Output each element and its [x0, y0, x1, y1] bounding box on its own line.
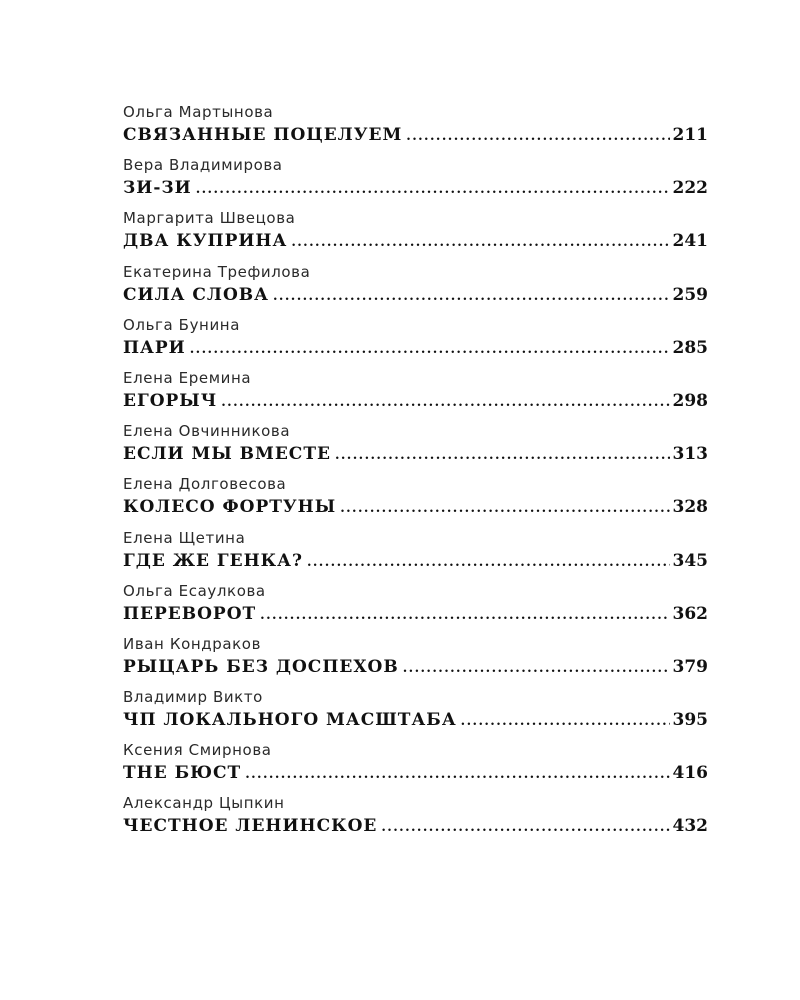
entry-title-line [123, 228, 708, 254]
entry-title-line [123, 548, 708, 574]
toc-entry[interactable] [123, 316, 708, 369]
entry-author: Вера Владимирова [123, 156, 283, 175]
entry-page-number: 313 [672, 444, 708, 465]
dot-leader [461, 709, 670, 735]
entry-author: Ксения Смирнова [123, 741, 272, 760]
toc-entry[interactable] [123, 475, 708, 528]
entry-page-number: 379 [672, 656, 708, 677]
entry-title: СИЛА СЛОВА [123, 284, 269, 305]
entry-author: Иван Кондраков [123, 634, 262, 653]
entry-title: ЗИ-ЗИ [123, 178, 192, 199]
entry-author: Ольга Бунина [123, 315, 240, 334]
entry-author: Екатерина Трефилова [123, 262, 311, 281]
entry-page-number: 328 [672, 497, 708, 518]
entry-title: ПАРИ [123, 337, 186, 358]
toc-entry[interactable] [123, 741, 708, 794]
entry-author: Владимир Викто [123, 688, 263, 707]
dot-leader [260, 603, 669, 629]
entry-title: ГДЕ ЖЕ ГЕНКА? [123, 550, 303, 571]
toc-entry[interactable] [123, 369, 708, 422]
entry-author: Елена Овчинникова [123, 422, 291, 441]
entry-page-number: 222 [672, 178, 708, 199]
dot-leader [196, 177, 670, 203]
dot-leader [340, 496, 669, 522]
entry-title-line [123, 335, 708, 361]
toc-entry[interactable] [123, 688, 708, 741]
toc-entry[interactable] [123, 103, 708, 156]
dot-leader [245, 762, 669, 788]
dot-leader [335, 443, 670, 469]
entry-title-line [123, 813, 708, 839]
dot-leader [221, 390, 669, 416]
toc-entry[interactable] [123, 529, 708, 582]
dot-leader [406, 124, 669, 150]
entry-title: ЕГОРЫЧ [123, 390, 218, 411]
entry-author: Ольга Есаулкова [123, 581, 266, 600]
entry-page-number: 362 [672, 603, 708, 624]
toc-entry[interactable] [123, 582, 708, 635]
entry-title: ЧЕСТНОЕ ЛЕНИНСКОЕ [123, 816, 378, 837]
entry-title-line [123, 122, 708, 148]
entry-title: ДВА КУПРИНА [123, 231, 288, 252]
entry-author: Ольга Мартынова [123, 103, 274, 121]
entry-title: РЫЦАРЬ БЕЗ ДОСПЕХОВ [123, 656, 399, 677]
entry-title: СВЯЗАННЫЕ ПОЦЕЛУЕМ [123, 125, 403, 145]
entry-page-number: 241 [672, 231, 708, 252]
dot-leader [403, 656, 670, 682]
entry-title-line [123, 441, 708, 467]
entry-page-number: 416 [672, 763, 708, 784]
entry-title: КОЛЕСО ФОРТУНЫ [123, 497, 337, 518]
entry-title-line [123, 494, 708, 520]
entry-title: ЧП ЛОКАЛЬНОГО МАСШТАБА [123, 710, 457, 731]
toc-entry[interactable] [123, 794, 708, 847]
entry-title-line [123, 175, 708, 201]
dot-leader [381, 815, 669, 841]
entry-title: THE БЮСТ [123, 763, 242, 784]
dot-leader [291, 230, 669, 256]
entry-author: Елена Долговесова [123, 475, 287, 494]
entry-page-number: 395 [672, 710, 708, 731]
toc-entry[interactable] [123, 156, 708, 209]
toc-entry[interactable] [123, 635, 708, 688]
entry-page-number: 285 [672, 337, 708, 358]
entry-page-number: 432 [672, 816, 708, 837]
entry-page-number: 211 [672, 125, 708, 145]
table-of-contents [123, 103, 708, 848]
entry-title-line [123, 707, 708, 733]
entry-title-line [123, 654, 708, 680]
dot-leader [190, 337, 670, 363]
entry-page-number: 345 [672, 550, 708, 571]
entry-author: Елена Щетина [123, 528, 246, 547]
entry-title: ЕСЛИ МЫ ВМЕСТЕ [123, 444, 331, 465]
entry-title-line [123, 601, 708, 627]
entry-title: ПЕРЕВОРОТ [123, 603, 257, 624]
toc-entry[interactable] [123, 263, 708, 316]
entry-page-number: 298 [672, 390, 708, 411]
dot-leader [273, 284, 670, 310]
entry-page-number: 259 [672, 284, 708, 305]
entry-author: Маргарита Швецова [123, 209, 296, 228]
entry-author: Александр Цыпкин [123, 794, 285, 813]
entry-title-line [123, 760, 708, 786]
toc-entry[interactable] [123, 209, 708, 262]
entry-title-line [123, 282, 708, 308]
entry-title-line [123, 388, 708, 414]
entry-author: Елена Еремина [123, 368, 252, 387]
toc-entry[interactable] [123, 422, 708, 475]
dot-leader [307, 550, 670, 576]
